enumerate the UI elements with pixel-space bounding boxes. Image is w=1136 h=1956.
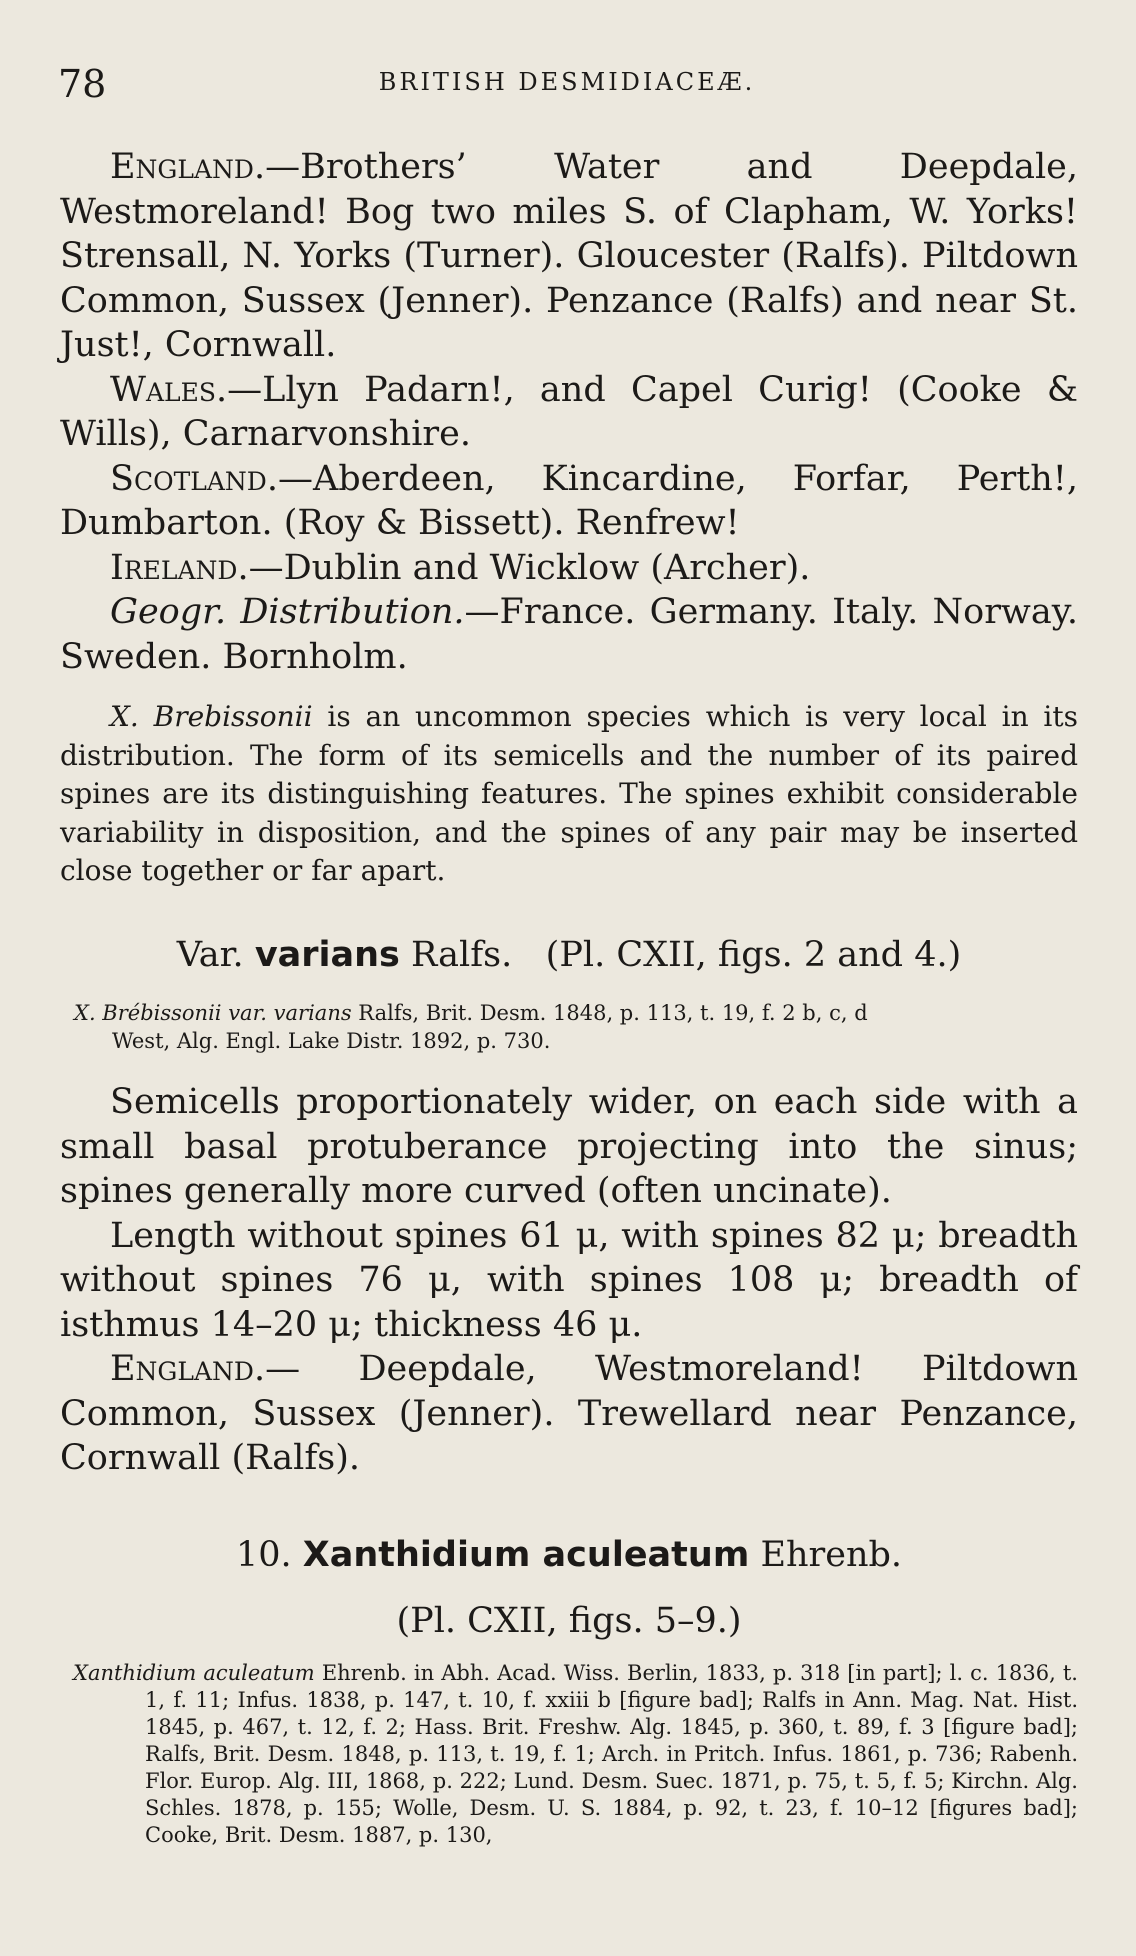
note-species-name: X. Brebissonii — [110, 700, 313, 733]
region-label: Scotland — [110, 458, 267, 499]
species-plate: (Pl. CXII, figs. 5–9.) — [396, 1601, 742, 1641]
measurements-text: Length without spines 61 μ, with spines 82 μ; breadth without spines 76 μ, with spines 108 μ; breadth of isthmus 14–20 μ; thickness 46 μ. — [60, 1215, 1078, 1345]
page-number: 78 — [58, 62, 107, 106]
species-heading — [60, 1535, 1078, 1641]
page-header — [58, 62, 1076, 112]
species-note — [60, 698, 1078, 891]
geographic-distribution: Geogr. Distribution.—France. Germany. Italy. Norway. Sweden. Bornholm. — [60, 592, 1078, 677]
variety-heading: Var. varians Ralfs. (Pl. CXII, figs. 2 and 4.) — [176, 935, 962, 975]
localities-section — [60, 145, 1078, 679]
region-label: England — [110, 1349, 254, 1389]
region-label: Wales — [110, 369, 217, 410]
region-label: Ireland — [110, 547, 238, 588]
england-localities: England.—Brothers’ Water and Deepdale, Westmoreland! Bog two miles S. of Clapham, W. Yorks! Strensall, N. Yorks (Turner). Gloucester (Ralfs). Piltdown Common, Sussex (Jenner). Penzance (Ralfs) and near St. Just!, Cornwall. — [60, 147, 1078, 365]
note-text: is an uncommon species which is very local in its distribution. The form of its semicells and the number of its paired spines are its distinguishing features. The spines exhibit considerable variability in disposition, and the spines of any pair may be inserted close together or far apart. — [60, 700, 1078, 887]
species-name: Xanthidium aculeatum — [302, 1535, 750, 1575]
variety-references: X. Brébissonii var. varians Ralfs, Brit. Desm. 1848, p. 113, t. 19, f. 2 b, c, d West, Alg. Engl. Lake Distr. 1892, p. 730. — [74, 1001, 868, 1053]
species-references: Xanthidium aculeatum Ehrenb. in Abh. Acad. Wiss. Berlin, 1833, p. 318 [in part]; l. c. 1836, t. 1, f. 11; Infus. 1838, p. 147, t. 10, f. xxiii b [figure bad]; Ralfs in Ann. Mag. Nat. Hist. 1845, p. 467, t. 12, f. 2; Hass. Brit. Freshw. Alg. 1845, p. 360, t. 89, f. 3 [figure bad]; Ralfs, Brit. Desm. 1848, p. 113, t. 19, f. 1; Arch. in Pritch. Infus. 1861, p. 736; Rabenh. Flor. Europ. Alg. III, 1868, p. 222; Lund. Desm. Suec. 1871, p. 75, t. 5, f. 5; Kirchn. Alg. Schles. 1878, p. 155; Wolle, Desm. U. S. 1884, p. 92, t. 23, f. 10–12 [figures bad]; Cooke, Brit. Desm. 1887, p. 130, — [73, 1661, 1078, 1847]
species-author: Ehrenb. — [760, 1535, 903, 1575]
ireland-localities: Ireland.—Dublin and Wicklow (Archer). — [110, 547, 811, 588]
variety-name: varians — [254, 935, 400, 975]
variety-description — [60, 1080, 1078, 1481]
wales-localities: Wales.—Llyn Padarn!, and Capel Curig! (Cooke & Wills), Carnarvonshire. — [60, 369, 1078, 454]
region-label: England — [110, 147, 254, 187]
distribution-label: Geogr. Distribution. — [110, 592, 465, 632]
description-text: Semicells proportionately wider, on each side with a small basal protuberance projecting into the sinus; spines generally more curved (often uncinate). — [60, 1082, 1078, 1211]
variety-england-localities: England.— Deepdale, Westmoreland! Piltdown Common, Sussex (Jenner). Trewellard near Penzance, Cornwall (Ralfs). — [60, 1349, 1078, 1478]
running-title: BRITISH DESMIDIACEÆ. — [378, 68, 756, 96]
scotland-localities: Scotland.—Aberdeen, Kincardine, Forfar, Perth!, Dumbarton. (Roy & Bissett). Renfrew! — [60, 458, 1078, 543]
plate-reference: (Pl. CXII, figs. 2 and 4.) — [545, 935, 962, 975]
species-number: 10. — [235, 1535, 292, 1575]
